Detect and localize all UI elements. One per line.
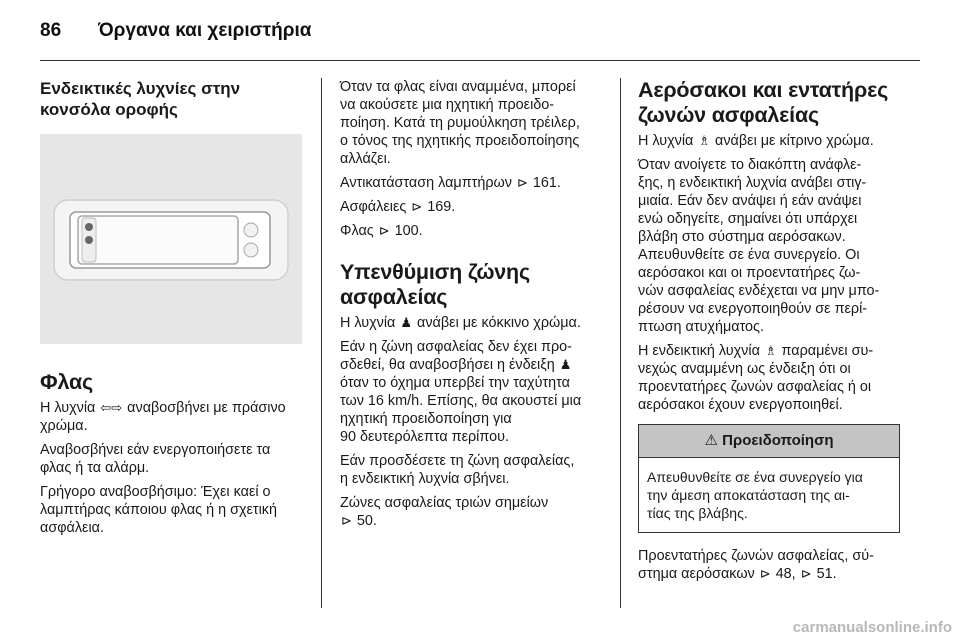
airbag-icon: ♗ <box>764 343 777 358</box>
cross-reference-three-point-belts[interactable]: Ζώνες ασφαλείας τριών σημείων ⊳ 50. <box>340 495 549 529</box>
paragraph: Γρήγορο αναβοσβήσιμο: Έχει καεί ο λαμπτήρας κάποιου φλας ή η σχετική ασφάλεια. <box>40 484 278 536</box>
warning-box <box>638 424 900 533</box>
cross-reference-turn-signals[interactable]: Φλας ⊳ 100. <box>340 223 423 239</box>
seatbelt-icon: ♟ <box>559 357 572 372</box>
cross-reference-pretensioners-airbags[interactable]: Προεντατήρες ζωνών ασφαλείας, σύ- στημα αερόσακων ⊳ 48, ⊳ 51. <box>638 548 874 582</box>
section-subheading: Ενδεικτικές λυχνίες στην κονσόλα οροφής <box>40 79 241 119</box>
warning-header <box>639 425 899 458</box>
page-title: Όργανα και χειριστήρια <box>98 20 312 41</box>
airbag-icon: ♗ <box>698 133 711 148</box>
paragraph: Η ενδεικτική λυχνία ♗ παραμένει συ- νεχώς αναμμένη ως ένδειξη ότι οι προεντατήρες ζωνών ασφαλείας ή οι αερόσακοι έχουν ενεργοποιηθεί. <box>638 343 874 413</box>
warning-title: Προειδοποίηση <box>722 432 834 449</box>
page-header <box>40 14 920 48</box>
heading-seatbelt-reminder: Υπενθύμιση ζώνης ασφαλείας <box>340 260 530 309</box>
column-2 <box>340 78 605 608</box>
header-rule <box>40 60 920 61</box>
paragraph: Αναβοσβήνει εάν ενεργοποιήσετε τα φλας ή τα αλάρμ. <box>40 442 271 476</box>
warning-icon: ⚠ <box>704 432 718 449</box>
paragraph: Η λυχνία ♟ ανάβει με κόκκινο χρώμα. <box>340 315 581 331</box>
overhead-console-drawing <box>40 134 302 344</box>
paragraph: Η λυχνία ⇦⇨ αναβοσβήνει με πράσινο χρώμα. <box>40 400 286 434</box>
paragraph: Η λυχνία ♗ ανάβει με κίτρινο χρώμα. <box>638 133 874 149</box>
column-3 <box>638 78 900 608</box>
seatbelt-icon: ♟ <box>400 315 413 330</box>
column-divider <box>620 78 621 608</box>
page-reference-icon: ⊳ <box>341 513 352 528</box>
warning-body: Απευθυνθείτε σε ένα συνεργείο για την άμεση αποκατάσταση της αι- τίας της βλάβης. <box>647 469 863 521</box>
page-reference-icon: ⊳ <box>516 175 528 190</box>
overhead-console-illustration <box>40 134 302 344</box>
page-number: 86 <box>40 20 62 41</box>
page-reference-icon: ⊳ <box>411 199 423 214</box>
column-divider <box>321 78 322 608</box>
page-reference-icon: ⊳ <box>800 566 812 581</box>
page-reference-icon: ⊳ <box>378 223 390 238</box>
cross-reference-bulb-replacement[interactable]: Αντικατάσταση λαμπτήρων ⊳ 161. <box>340 175 561 191</box>
paragraph: Εάν προσδέσετε τη ζώνη ασφαλείας, η ενδεικτική λυχνία σβήνει. <box>340 453 575 487</box>
cross-reference-fuses[interactable]: Ασφάλειες ⊳ 169. <box>340 199 456 215</box>
airbag-indicator-icon <box>85 236 93 244</box>
paragraph: Όταν τα φλας είναι αναμμένα, μπορεί να ακούσετε μια ηχητική προειδο- ποίηση. Κατά τη ρυμούλκηση τρέιλερ, ο τόνος της ηχητικής προειδοποίησης αλλάζει. <box>340 79 580 167</box>
page-reference-icon: ⊳ <box>759 566 771 581</box>
watermark: carmanualsonline.info <box>792 619 952 636</box>
column-1 <box>40 78 302 608</box>
heading-airbags-pretensioners: Αερόσακοι και εντατήρες ζωνών ασφαλείας <box>638 78 889 127</box>
heading-turn-signals: Φλας <box>40 370 93 394</box>
turn-signal-icon: ⇦⇨ <box>100 400 123 415</box>
seatbelt-indicator-icon <box>85 223 93 231</box>
paragraph: Εάν η ζώνη ασφαλείας δεν έχει προ- σδεθεί, θα αναβοσβήσει η ένδειξη ♟ όταν το όχημα υπερβεί την ταχύτητα των 16 km/h. Επίσης, θα ακουστεί μια ηχητική προειδοποίηση για 90 δευτερόλεπτα περίπου. <box>340 339 582 445</box>
paragraph: Όταν ανοίγετε το διακόπτη ανάφλε- ξης, η ενδεικτική λυχνία ανάβει στιγ- μιαία. Εάν δεν ανάψει ή εάν ανάψει ενώ οδηγείτε, σημαίνει ότι υπάρχει βλάβη στο σύστημα αερόσακων. Απευθυνθείτε σε ένα συνεργείο. Οι αερόσακοι και οι προεντατήρες ζω- νών ασφαλείας ενδέχεται να μην μπο- ρέσουν να ενεργοποιηθούν σε περί- πτωση ατυχήματος. <box>638 157 880 335</box>
